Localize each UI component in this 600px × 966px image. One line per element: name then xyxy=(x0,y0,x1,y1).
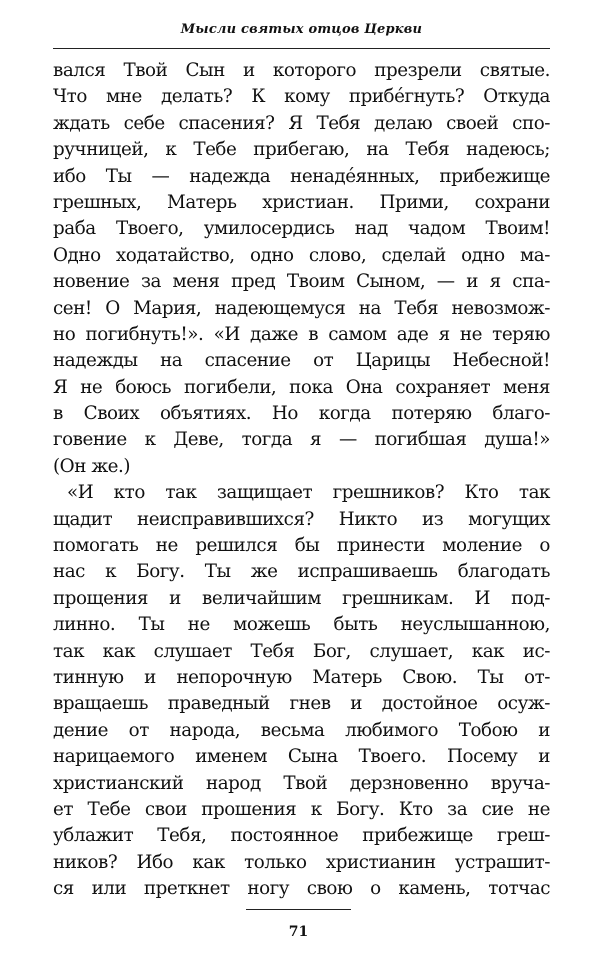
text-line: новение за меня пред Твоим Сыном, — и я спа- xyxy=(53,271,550,293)
text-line: раба Твоего, умилосердись над чадом Твоим! xyxy=(53,218,550,240)
text-line: линно. Ты не можешь быть неуслышанною, xyxy=(53,614,550,636)
text-line: надежды на спасение от Царицы Небесной! xyxy=(53,350,550,372)
footer-rule xyxy=(246,909,351,910)
text-line: грешных, Матерь христиан. Прими, сохрани xyxy=(53,191,550,213)
page-body xyxy=(53,58,550,903)
header-rule xyxy=(53,48,550,49)
text-line: ждать себе спасения? Я Тебя делаю своей спо- xyxy=(53,112,550,134)
text-line: ибо Ты — надежда ненаде́янных, прибежище xyxy=(53,165,550,187)
text-line: ников? Ибо как только христианин устрашит- xyxy=(53,851,550,873)
text-line: христианский народ Твой дерзновенно вруча- xyxy=(53,772,550,794)
running-head-title: Мысли святых отцов Церкви xyxy=(180,22,423,37)
text-line: ет Тебе свои прошения к Богу. Кто за сие не xyxy=(53,798,550,820)
text-line: прощения и величайшим грешникам. И под- xyxy=(53,587,550,609)
text-line: так как слушает Тебя Бог, слушает, как ис- xyxy=(53,640,550,662)
text-line: вался Твой Сын и которого презрели святые. xyxy=(53,60,550,81)
text-line: вращаешь праведный гнев и достойное осуж- xyxy=(53,693,550,715)
text-line: говение к Деве, тогда я — погибшая душа!» xyxy=(53,429,550,451)
text-line: ся или преткнет ногу свою о камень, тотчас xyxy=(53,878,550,900)
text-line-paragraph-end: (Он же.) xyxy=(53,455,131,477)
text-line: Что мне делать? К кому прибе́гнуть? Откуда xyxy=(53,86,550,108)
text-line-paragraph-start: «И кто так защищает грешников? Кто так xyxy=(67,482,550,504)
text-line: Одно ходатайство, одно слово, сделай одно ма- xyxy=(53,244,550,266)
text-line: дение от народа, весьма любимого Тобою и xyxy=(53,719,550,741)
text-line: ублажит Тебя, постоянное прибежище греш- xyxy=(53,825,550,847)
text-line: помогать не решился бы принести моление о xyxy=(53,535,550,557)
text-line: щадит неисправившихся? Никто из могущих xyxy=(53,508,550,530)
text-line: ручницей, к Тебе прибегаю, на Тебя надеюсь; xyxy=(53,139,550,161)
text-line: нарицаемого именем Сына Твоего. Посему и xyxy=(53,746,550,768)
text-line: сен! О Мария, надеющемуся на Тебя невозмож- xyxy=(53,297,550,319)
page-number: 71 xyxy=(288,924,309,940)
text-line: в Своих объятиях. Но когда потеряю благо- xyxy=(53,403,550,425)
text-line: Я не боюсь погибели, пока Она сохраняет меня xyxy=(53,376,550,398)
text-line: тинную и непорочную Матерь Свою. Ты от- xyxy=(53,666,550,688)
text-line: но погибнуть!». «И даже в самом аде я не теряю xyxy=(53,323,550,345)
text-line: нас к Богу. Ты же испрашиваешь благодать xyxy=(53,561,550,583)
